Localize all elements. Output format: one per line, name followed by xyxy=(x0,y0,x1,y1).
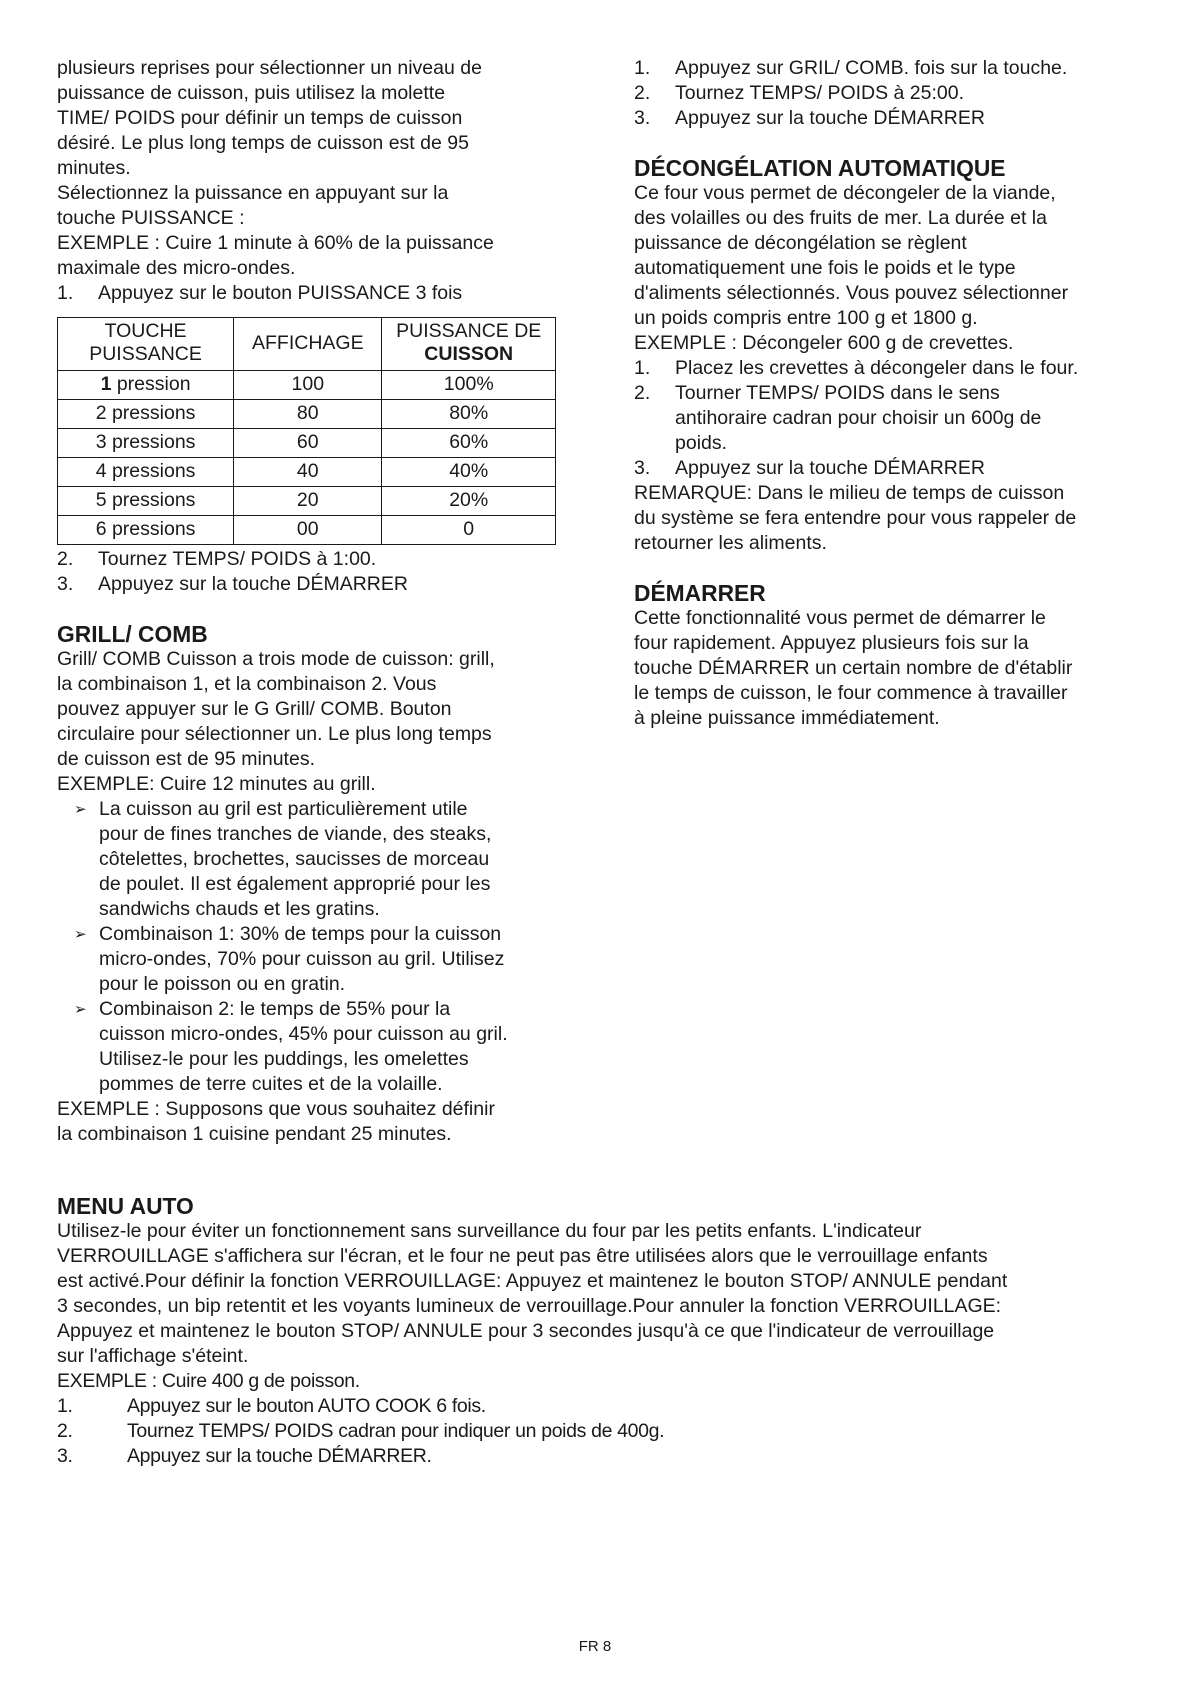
column-header-affichage: AFFICHAGE xyxy=(234,318,382,371)
table-row xyxy=(58,371,556,400)
header-line: PUISSANCE DE xyxy=(396,320,542,342)
text-line: Utilisez-le pour éviter un fonctionnement sans surveillance du four par les petits enfants. L'indicateur xyxy=(57,1220,922,1242)
start-section xyxy=(634,581,1154,731)
text-line: puissance de cuisson, puis utilisez la molette xyxy=(57,82,446,104)
step-number: 2. xyxy=(57,1420,73,1442)
presses-cell xyxy=(58,400,234,429)
text-line: un poids compris entre 100 g et 1800 g. xyxy=(634,307,978,329)
table-row xyxy=(58,400,556,429)
step-number: 3. xyxy=(634,107,651,129)
table-row xyxy=(58,429,556,458)
grill-modes-list xyxy=(57,797,577,1097)
text-line: de poulet. Il est également approprié pour les xyxy=(99,873,491,895)
defrost-example: EXEMPLE : Décongeler 600 g de crevettes. xyxy=(634,332,1014,354)
text-line: pommes de terre cuites et de la volaille. xyxy=(99,1073,443,1095)
display-cell: 60 xyxy=(234,429,382,458)
text-line: retourner les aliments. xyxy=(634,532,827,554)
arrow-bullet-icon: ➢ xyxy=(74,801,87,818)
text-line: Utilisez-le pour les puddings, les omelettes xyxy=(99,1048,469,1070)
header-line: TOUCHE xyxy=(104,320,187,342)
text-line: circulaire pour sélectionner un. Le plus long temps xyxy=(57,723,492,745)
step-number: 1. xyxy=(57,1395,73,1417)
text-line: cuisson micro-ondes, 45% pour cuisson au gril. xyxy=(99,1023,508,1045)
power-cell: 40% xyxy=(382,458,556,487)
step-text: Appuyez sur le bouton PUISSANCE 3 fois xyxy=(98,282,463,304)
text-line: EXEMPLE : Cuire 1 minute à 60% de la puissance xyxy=(57,232,494,254)
header-line: PUISSANCE xyxy=(89,343,202,365)
display-cell: 00 xyxy=(234,516,382,545)
step-text: Tournez TEMPS/ POIDS à 1:00. xyxy=(98,548,377,570)
text-line: du système se fera entendre pour vous rappeler de xyxy=(634,507,1077,529)
text-line: poids. xyxy=(675,432,728,454)
menu-auto-example: EXEMPLE : Cuire 400 g de poisson. xyxy=(57,1370,360,1392)
power-cell: 100% xyxy=(382,371,556,400)
presses-cell xyxy=(58,487,234,516)
presses-label: pressions xyxy=(106,401,196,424)
step-number: 3. xyxy=(57,573,74,595)
step-text: Appuyez sur la touche DÉMARRER. xyxy=(127,1445,432,1467)
header-line: CUISSON xyxy=(424,343,514,365)
text-line: touche DÉMARRER un certain nombre de d'établir xyxy=(634,657,1073,679)
presses-label: pression xyxy=(111,372,191,395)
display-cell: 80 xyxy=(234,400,382,429)
menu-auto-steps xyxy=(57,1394,1137,1469)
text-line: Grill/ COMB Cuisson a trois mode de cuisson: grill, xyxy=(57,648,495,670)
list-item xyxy=(634,106,1154,131)
step-number: 1. xyxy=(634,57,651,79)
text-line: à pleine puissance immédiatement. xyxy=(634,707,940,729)
text-line: micro-ondes, 70% pour cuisson au gril. Utilisez xyxy=(99,948,505,970)
select-power-paragraph xyxy=(57,181,577,231)
presses-count: 4 xyxy=(95,459,107,482)
right-column xyxy=(634,56,1154,731)
defrost-steps xyxy=(634,356,1154,481)
text-line: Tourner TEMPS/ POIDS dans le sens xyxy=(675,382,1000,404)
text-line: le temps de cuisson, le four commence à travailler xyxy=(634,682,1068,704)
step-text xyxy=(675,381,1154,456)
text-line: REMARQUE: Dans le milieu de temps de cuisson xyxy=(634,482,1065,504)
text-line: est activé.Pour définir la fonction VERROUILLAGE: Appuyez et maintenez le bouton STOP/ ANNULE pendant xyxy=(57,1270,1008,1292)
list-item xyxy=(57,1394,1137,1419)
presses-count: 6 xyxy=(95,517,107,540)
text-line: Combinaison 2: le temps de 55% pour la xyxy=(99,998,451,1020)
text-line: Appuyez sur la touche DÉMARRER xyxy=(675,457,985,479)
grill-example: EXEMPLE: Cuire 12 minutes au grill. xyxy=(57,773,376,795)
text-line: minutes. xyxy=(57,157,131,179)
step-text xyxy=(675,456,1154,481)
display-cell: 20 xyxy=(234,487,382,516)
list-item xyxy=(57,572,577,597)
display-cell: 40 xyxy=(234,458,382,487)
text-line: Appuyez et maintenez le bouton STOP/ ANNULE pour 3 secondes jusqu'à ce que l'indicateur de verrouillage xyxy=(57,1320,995,1342)
step-number: 3. xyxy=(57,1445,73,1467)
text-line: Combinaison 1: 30% de temps pour la cuisson xyxy=(99,923,502,945)
text-line: La cuisson au gril est particulièrement utile xyxy=(99,798,468,820)
left-column xyxy=(57,56,577,1147)
table-header-row xyxy=(58,318,556,371)
text-line: sandwichs chauds et les gratins. xyxy=(99,898,380,920)
presses-label: pressions xyxy=(106,459,196,482)
text-line: maximale des micro-ondes. xyxy=(57,257,296,279)
step-text: Appuyez sur GRIL/ COMB. fois sur la touche. xyxy=(675,57,1068,79)
text-line: la combinaison 1, et la combinaison 2. Vous xyxy=(57,673,437,695)
text-line: EXEMPLE : Supposons que vous souhaitez définir xyxy=(57,1098,495,1120)
text-line: 3 secondes, un bip retentit et les voyants lumineux de verrouillage.Pour annuler la fonction VERROUILLAGE: xyxy=(57,1295,1002,1317)
presses-count: 1 xyxy=(100,372,112,395)
list-item xyxy=(57,922,577,997)
power-cell: 80% xyxy=(382,400,556,429)
step-number: 1. xyxy=(634,357,651,379)
presses-cell xyxy=(58,516,234,545)
step-number: 1. xyxy=(57,282,74,304)
arrow-bullet-icon: ➢ xyxy=(74,926,87,943)
step-text: Appuyez sur la touche DÉMARRER xyxy=(675,107,985,129)
page-number: FR 8 xyxy=(578,1638,612,1655)
step-number: 2. xyxy=(634,382,651,404)
list-item xyxy=(57,997,577,1097)
table-row xyxy=(58,487,556,516)
text-line: pour de fines tranches de viande, des steaks, xyxy=(99,823,492,845)
step-number: 2. xyxy=(57,548,74,570)
text-line: puissance de décongélation se règlent xyxy=(634,232,967,254)
presses-label: pressions xyxy=(106,430,196,453)
text-line: d'aliments sélectionnés. Vous pouvez sélectionner xyxy=(634,282,1069,304)
list-item xyxy=(57,547,577,572)
text-line: four rapidement. Appuyez plusieurs fois sur la xyxy=(634,632,1029,654)
auto-defrost-section xyxy=(634,156,1154,556)
list-item xyxy=(634,81,1154,106)
step-number: 2. xyxy=(634,82,651,104)
bullet-text xyxy=(99,797,577,922)
text-line: pouvez appuyer sur le G Grill/ COMB. Bouton xyxy=(57,698,452,720)
text-line: antihoraire cadran pour choisir un 600g de xyxy=(675,407,1042,429)
text-line: Cette fonctionnalité vous permet de démarrer le xyxy=(634,607,1046,629)
presses-count: 2 xyxy=(95,401,107,424)
text-line: désiré. Le plus long temps de cuisson est de 95 xyxy=(57,132,469,154)
list-item xyxy=(57,1419,1137,1444)
text-line: VERROUILLAGE s'affichera sur l'écran, et le four ne peut pas être utilisées alors que le verrouillage enfants xyxy=(57,1245,988,1267)
step-text xyxy=(675,356,1154,381)
step-text: Tournez TEMPS/ POIDS cadran pour indiquer un poids de 400g. xyxy=(127,1420,665,1442)
presses-cell xyxy=(58,429,234,458)
arrow-bullet-icon: ➢ xyxy=(74,1001,87,1018)
power-example xyxy=(57,231,577,281)
step-number: 3. xyxy=(634,457,651,479)
text-line: automatiquement une fois le poids et le type xyxy=(634,257,1016,279)
power-cell: 0 xyxy=(382,516,556,545)
text-line: Sélectionnez la puissance en appuyant sur la xyxy=(57,182,449,204)
section-heading-grill-comb: GRILL/ COMB xyxy=(57,621,208,647)
step-text: Appuyez sur la touche DÉMARRER xyxy=(98,573,408,595)
list-item xyxy=(57,1444,1137,1469)
bullet-text xyxy=(99,997,577,1097)
section-heading-menu-auto: MENU AUTO xyxy=(57,1193,194,1219)
presses-cell xyxy=(58,458,234,487)
power-steps-list xyxy=(57,281,577,306)
text-line: touche PUISSANCE : xyxy=(57,207,245,229)
list-item xyxy=(57,797,577,922)
presses-count: 3 xyxy=(95,430,107,453)
text-line: sur l'affichage s'éteint. xyxy=(57,1345,249,1367)
presses-label: pressions xyxy=(106,488,196,511)
presses-cell xyxy=(58,371,234,400)
list-item xyxy=(634,381,1154,456)
table-row xyxy=(58,458,556,487)
text-line: la combinaison 1 cuisine pendant 25 minutes. xyxy=(57,1123,452,1145)
text-line: côtelettes, brochettes, saucisses de morceau xyxy=(99,848,490,870)
power-steps-continued xyxy=(57,547,577,597)
intro-paragraph xyxy=(57,56,577,181)
step-text: Tournez TEMPS/ POIDS à 25:00. xyxy=(675,82,965,104)
list-item xyxy=(634,456,1154,481)
section-heading-auto-defrost: DÉCONGÉLATION AUTOMATIQUE xyxy=(634,155,1006,181)
list-item xyxy=(634,56,1154,81)
grill-comb-section xyxy=(57,622,577,1147)
step-text: Appuyez sur le bouton AUTO COOK 6 fois. xyxy=(127,1395,486,1417)
table-row xyxy=(58,516,556,545)
text-line: plusieurs reprises pour sélectionner un niveau de xyxy=(57,57,482,79)
display-cell: 100 xyxy=(234,371,382,400)
text-line: de cuisson est de 95 minutes. xyxy=(57,748,315,770)
text-line: des volailles ou des fruits de mer. La durée et la xyxy=(634,207,1047,229)
text-line: Placez les crevettes à décongeler dans le four. xyxy=(675,357,1079,379)
power-cell: 60% xyxy=(382,429,556,458)
bullet-text xyxy=(99,922,577,997)
text-line: pour le poisson ou en gratin. xyxy=(99,973,346,995)
list-item xyxy=(634,356,1154,381)
list-item xyxy=(57,281,577,306)
presses-count: 5 xyxy=(95,488,107,511)
menu-auto-section xyxy=(57,1194,1137,1469)
column-header-puissance-cuisson xyxy=(382,318,556,371)
presses-label: pressions xyxy=(106,517,196,540)
power-level-table xyxy=(57,317,556,545)
text-line: Ce four vous permet de décongeler de la viande, xyxy=(634,182,1056,204)
text-line: TIME/ POIDS pour définir un temps de cuisson xyxy=(57,107,463,129)
section-heading-start: DÉMARRER xyxy=(634,580,766,606)
grill-example-steps xyxy=(634,56,1154,131)
power-cell: 20% xyxy=(382,487,556,516)
column-header-touche-puissance xyxy=(58,318,234,371)
